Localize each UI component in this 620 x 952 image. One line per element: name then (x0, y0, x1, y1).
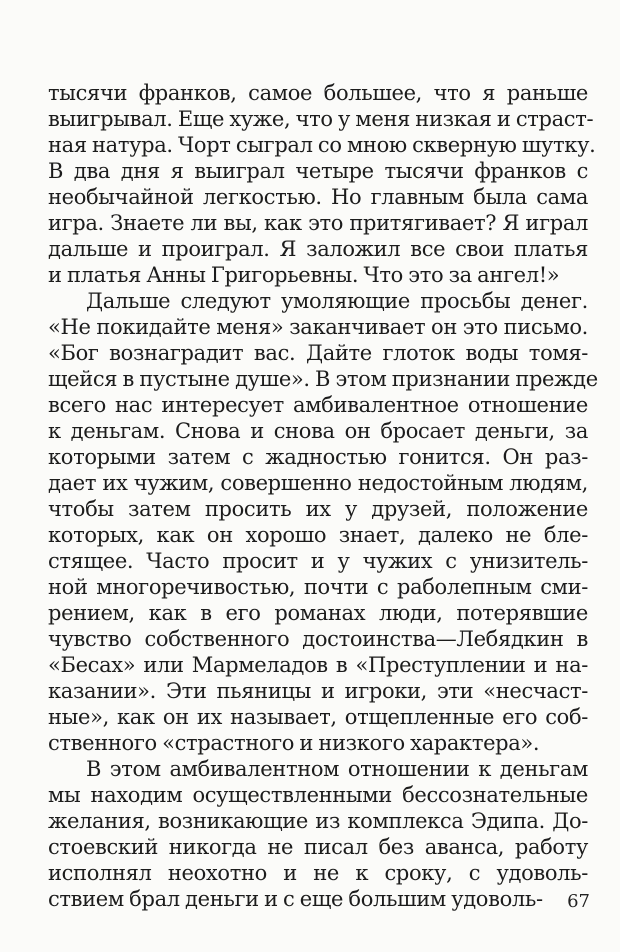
text-line: ственного «страстного и низкого характера». (48, 731, 540, 755)
text-line: необычайной легкостью. Но главным была сама (48, 185, 588, 209)
text-line: ствием брал деньги и с еще большим удоволь- (48, 887, 543, 911)
text-line: тысячи франков, самое большее, что я раньше (48, 81, 588, 105)
text-line: «Бесах» или Мармеладов в «Преступлении и на- (48, 653, 588, 677)
text-line: дает их чужим, совершенно недостойным людям, (48, 471, 588, 495)
text-line: ные», как он их называет, отщепленные его соб- (48, 705, 588, 729)
text-line: ной многоречивостью, почти с раболепным сми- (48, 575, 588, 599)
text-line: которых, как он хорошо знает, далеко не бле- (48, 523, 588, 547)
page-body (48, 80, 598, 912)
text-line: В два дня я выиграл четыре тысячи франков с (48, 159, 588, 183)
text-line: выигрывал. Еще хуже, что у меня низкая и страст- (48, 107, 594, 131)
text-line: казании». Эти пьяницы и игроки, эти «несчаст- (48, 679, 588, 703)
text-line: дальше и проиграл. Я заложил все свои платья (48, 237, 588, 261)
text-line: щейся в пустыне душе». В этом признании прежде (48, 367, 598, 391)
paragraph (48, 288, 598, 756)
text-line: игра. Знаете ли вы, как это притягивает? Я играл (48, 211, 588, 235)
text-line: Дальше следуют умоляющие просьбы денег. (86, 289, 588, 313)
text-line: чувство собственного достоинства—Лебядкин в (48, 627, 588, 651)
text-line: желания, возникающие из комплекса Эдипа. До- (48, 809, 588, 833)
text-line: стящее. Часто просит и у чужих с унизитель- (48, 549, 588, 573)
text-line: которыми затем с жадностью гонится. Он раз- (48, 445, 588, 469)
page-number: 67 (567, 891, 590, 912)
text-line: «Не покидайте меня» заканчивает он это письмо. (48, 315, 588, 339)
text-line: стоевский никогда не писал без аванса, работу (48, 835, 588, 859)
text-line: рением, как в его романах люди, потерявшие (48, 601, 588, 625)
paragraph (48, 756, 588, 912)
text-line: чтобы затем просить их у друзей, положение (48, 497, 588, 521)
text-line: «Бог вознаградит вас. Дайте глоток воды томя- (48, 341, 588, 365)
text-line: исполнял неохотно и не к сроку, с удоволь- (48, 861, 588, 885)
text-line: мы находим осуществленными бессознательные (48, 783, 588, 807)
paragraph (48, 80, 596, 288)
text-line: В этом амбивалентном отношении к деньгам (86, 757, 588, 781)
text-line: всего нас интересует амбивалентное отношение (48, 393, 588, 417)
text-line: ная натура. Чорт сыграл со мною скверную шутку. (48, 133, 596, 157)
text-line: к деньгам. Снова и снова он бросает деньги, за (48, 419, 588, 443)
text-line: и платья Анны Григорьевны. Что это за ангел!» (48, 263, 560, 287)
